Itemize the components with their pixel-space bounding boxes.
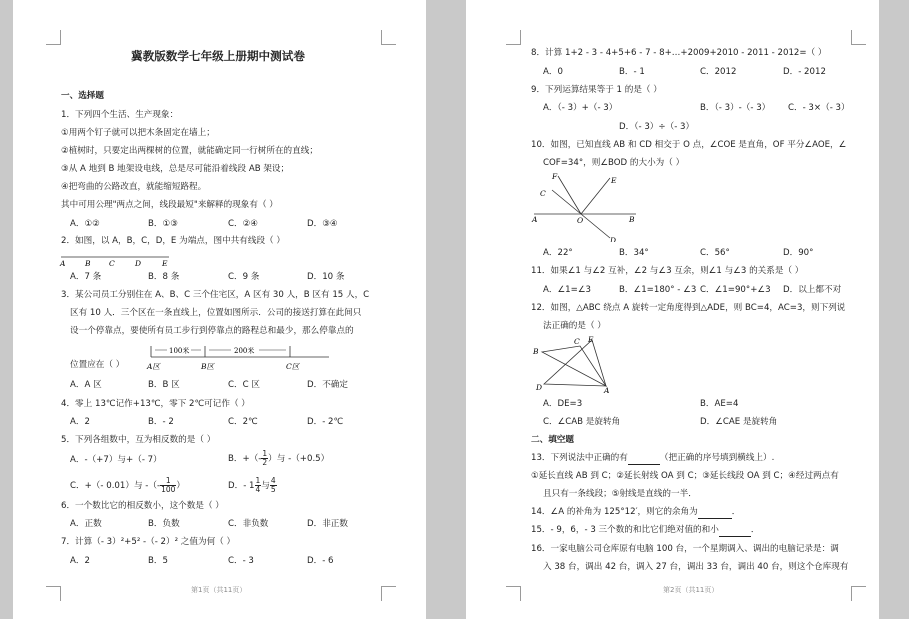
option-a: A．A 区	[70, 380, 102, 390]
question-6-stem: 6．一个数比它的相反数小，这个数是（ ）	[61, 501, 224, 511]
option-b: B．34°	[619, 248, 649, 258]
crop-mark	[46, 586, 61, 601]
option-d: D．- 2℃	[307, 417, 344, 427]
question-1-stem: 1．下列四个生活、生产现象：	[61, 110, 179, 120]
option-d: D．以上都不对	[783, 285, 842, 295]
option-b: B．（- 3）-（- 3）	[700, 103, 771, 113]
option-a: A．0	[543, 67, 563, 77]
question-13-line: ①延长直线 AB 到 C；②延长射线 OA 到 C；③延长线段 OA 到 C；④经过两点有	[531, 471, 839, 481]
question-4-stem: 4．零上 13℃记作+13℃，零下 2℃可记作（ ）	[61, 399, 250, 409]
question-5-stem: 5．下列各组数中，互为相反数的是（ ）	[61, 435, 216, 445]
question-3-line: 设一个停靠点，要使所有员工步行到停靠点的路程总和最少，那么停靠点的	[70, 326, 354, 336]
question-1-line: ②植树时，只要定出两棵树的位置，就能确定同一行树所在的直线；	[61, 146, 318, 156]
section-heading: 二、填空题	[531, 435, 574, 445]
option-a: A．7 条	[70, 272, 102, 282]
svg-text:C: C	[574, 337, 580, 346]
question-9-stem: 9．下列运算结果等于 1 的是（ ）	[531, 85, 662, 95]
svg-text:B: B	[533, 347, 539, 356]
option-d: D．③④	[307, 219, 338, 229]
question-10-line: 10．如图，已知直线 AB 和 CD 相交于 O 点，∠COE 是直角，OF 平分∠AOE，∠	[531, 140, 847, 150]
question-15: 15．- 9，6，- 3 三个数的和比它们绝对值的和小 ．	[531, 525, 760, 535]
option-d: D．不确定	[307, 380, 348, 390]
question-12-line: 法正确的是（ ）	[543, 321, 606, 331]
option-b: B．∠1=180° - ∠3	[619, 285, 697, 295]
option-d: D．（- 3）÷（- 3）	[619, 122, 695, 132]
question-12-figure	[530, 334, 620, 394]
svg-text:O: O	[577, 216, 584, 225]
option-b: B．8 条	[148, 272, 180, 282]
page-footer: 第2页（共11页）	[663, 586, 719, 594]
question-10-line: COF=34°，则∠BOD 的大小为（ ）	[543, 158, 685, 168]
svg-text:A: A	[60, 259, 66, 268]
option-c: C．9 条	[228, 272, 260, 282]
option-d: D．∠CAE 是旋转角	[700, 417, 778, 427]
option-d: D．- 2012	[783, 67, 826, 77]
question-16-line: 入 38 台，调出 42 台，调入 27 台，调出 33 台，调出 40 台，则这个仓库现有	[543, 562, 849, 572]
svg-text:C: C	[540, 189, 546, 198]
option-a: A．2	[70, 417, 90, 427]
crop-mark	[381, 30, 396, 45]
question-12-line: 12．如图，△ABC 绕点 A 旋转一定角度得到△ADE，则 BC=4，AC=3，则下列说	[531, 303, 846, 313]
answer-blank[interactable]	[698, 507, 732, 519]
question-1-line: ④把弯曲的公路改直，就能缩短路程。	[61, 182, 207, 192]
option-c: C．非负数	[228, 519, 269, 529]
option-b: B．- 2	[148, 417, 174, 427]
question-1-line: 其中可用公理"两点之间，线段最短"来解释的现象有（ ）	[61, 200, 278, 210]
option-b: B．①③	[148, 219, 178, 229]
option-b: B．B 区	[148, 380, 180, 390]
option-c: C．- 3	[228, 556, 254, 566]
svg-text:C: C	[109, 259, 115, 268]
page-footer: 第1页（共11页）	[191, 586, 247, 594]
svg-text:E: E	[588, 335, 594, 344]
question-1-line: ③从 A 地到 B 地架设电线，总是尽可能沿着线段 AB 架设；	[61, 164, 290, 174]
svg-text:E: E	[611, 176, 617, 185]
crop-mark	[851, 586, 866, 601]
option-d: D．非正数	[307, 519, 348, 529]
question-3-line: 位置应在（ ）	[70, 360, 125, 370]
option-c: C．∠CAB 是旋转角	[543, 417, 621, 427]
svg-text:A: A	[532, 215, 538, 224]
section-heading: 一、选择题	[61, 91, 104, 101]
crop-mark	[381, 586, 396, 601]
option-d: D．- 1 $\frac{1}{4}$ 与 $\frac{4}{5}$	[228, 476, 276, 494]
svg-text:B: B	[629, 215, 635, 224]
question-8-stem: 8．计算 1+2 - 3 - 4+5+6 - 7 - 8+…+2009+2010 - 2011 - 2012=（ ）	[531, 48, 827, 58]
question-2-figure	[59, 252, 179, 268]
option-a: A．正数	[70, 519, 102, 529]
question-13-line: 13．下列说法中正确的有 （把正确的序号填到横线上）.	[531, 453, 775, 463]
option-b: B．负数	[148, 519, 180, 529]
option-a: A．22°	[543, 248, 573, 258]
svg-text:A: A	[604, 386, 610, 394]
svg-text:D: D	[135, 259, 142, 268]
page-title: 冀教版数学七年级上册期中测试卷	[131, 49, 305, 63]
option-b: B．AE=4	[700, 399, 739, 409]
option-c: C．56°	[700, 248, 730, 258]
option-a: A．①②	[70, 219, 100, 229]
svg-text:B区: B区	[201, 362, 215, 371]
option-c: C．②④	[228, 219, 259, 229]
svg-text:E: E	[162, 259, 168, 268]
question-1-line: ①用两个钉子就可以把木条固定在墙上；	[61, 128, 215, 138]
crop-mark	[506, 586, 521, 601]
svg-text:C区: C区	[286, 362, 300, 371]
question-14: 14．∠A 的补角为 125°12′，则它的余角为 ．	[531, 507, 741, 517]
option-c: C．- 3×（- 3）	[788, 103, 850, 113]
question-3-figure	[145, 343, 335, 373]
question-7-stem: 7．计算（- 3）²+5² -（- 2）² 之值为何（ ）	[61, 537, 236, 547]
option-d: D．90°	[783, 248, 814, 258]
svg-text:A区: A区	[147, 362, 160, 371]
svg-text:F: F	[552, 172, 558, 181]
option-a: A．-（+7）与+（- 7）	[70, 455, 162, 465]
question-16-line: 16．一家电脑公司仓库原有电脑 100 台，一个星期调入、调出的电脑记录是：调	[531, 544, 839, 554]
option-b: B．- 1	[619, 67, 645, 77]
option-c: C．∠1=90°+∠3	[700, 285, 771, 295]
question-10-figure	[530, 172, 650, 242]
option-c: C．2012	[700, 67, 737, 77]
document-page-2	[466, 0, 879, 619]
question-3-line: 区有 10 人．三个区在一条直线上，位置如图所示．公司的接送打算在此间只	[70, 308, 362, 318]
answer-blank[interactable]	[628, 453, 660, 465]
option-d: D．- 6	[307, 556, 334, 566]
question-13-line: 且只有一条线段；⑤射线是直线的一半．	[543, 489, 697, 499]
svg-text:D: D	[610, 236, 617, 242]
option-c: C．2℃	[228, 417, 258, 427]
svg-text:B: B	[85, 259, 91, 268]
question-3-line: 3．某公司员工分别住在 A、B、C 三个住宅区，A 区有 30 人，B 区有 15 人，C	[61, 290, 370, 300]
option-c: C．+（- 0.01）与 -（- $\frac{1}{100}$ ）	[70, 476, 186, 494]
option-a: A．2	[70, 556, 90, 566]
option-b: B．5	[148, 556, 168, 566]
crop-mark	[851, 30, 866, 45]
svg-text:D: D	[536, 383, 543, 392]
option-a: A．（- 3）+（- 3）	[543, 103, 618, 113]
option-d: D．10 条	[307, 272, 345, 282]
option-b: B．+（- $\frac{1}{2}$ ）与 -（+0.5）	[228, 449, 330, 467]
question-11-stem: 11．如果∠1 与∠2 互补，∠2 与∠3 互余，则∠1 与∠3 的关系是（ ）	[531, 266, 804, 276]
svg-text:200米: 200米	[234, 347, 255, 355]
answer-blank[interactable]	[719, 525, 751, 537]
svg-text:100米: 100米	[169, 347, 190, 355]
option-a: A．DE=3	[543, 399, 583, 409]
option-c: C．C 区	[228, 380, 260, 390]
crop-mark	[46, 30, 61, 45]
question-2-stem: 2．如图，以 A，B，C，D，E 为端点，图中共有线段（ ）	[61, 236, 285, 246]
document-page-1	[13, 0, 426, 619]
option-a: A．∠1=∠3	[543, 285, 592, 295]
crop-mark	[506, 30, 521, 45]
